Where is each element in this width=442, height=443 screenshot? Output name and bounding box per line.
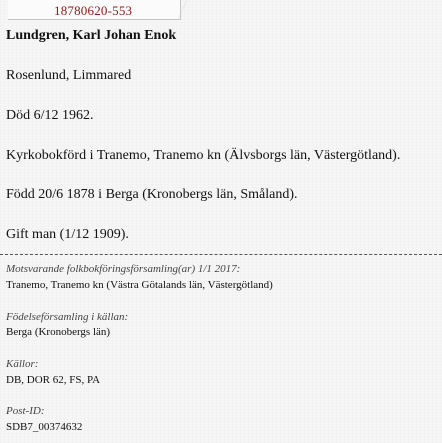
record-tab[interactable] — [8, 0, 181, 20]
death-info: Död 6/12 1962. — [6, 108, 94, 123]
post-id-label: Post-ID: — [6, 405, 45, 417]
tab-corner — [178, 0, 187, 19]
parish-value: Tranemo, Tranemo kn (Västra Götalands län, Västergötland) — [6, 279, 273, 291]
sources-label: Källor: — [6, 358, 39, 370]
residence: Rosenlund, Limmared — [6, 68, 132, 83]
registration-info: Kyrkobokförd i Tranemo, Tranemo kn (Älvsborgs län, Västergötland). — [6, 148, 401, 163]
record-id: 18780620-553 — [54, 3, 133, 18]
birth-info: Född 20/6 1878 i Berga (Kronobergs län, Småland). — [6, 187, 298, 202]
parish-label: Motsvarande folkbokföringsförsamling(ar) 1/1 2017: — [6, 263, 241, 275]
birth-parish-label: Födelseförsamling i källan: — [6, 311, 129, 323]
sources-value: DB, DOR 62, FS, PA — [6, 374, 101, 386]
marital-status: Gift man (1/12 1909). — [6, 227, 129, 242]
person-name: Lundgren, Karl Johan Enok — [6, 28, 177, 43]
section-divider — [0, 254, 442, 255]
birth-parish-value: Berga (Kronobergs län) — [6, 326, 111, 338]
post-id-value: SDB7_00374632 — [6, 421, 83, 433]
